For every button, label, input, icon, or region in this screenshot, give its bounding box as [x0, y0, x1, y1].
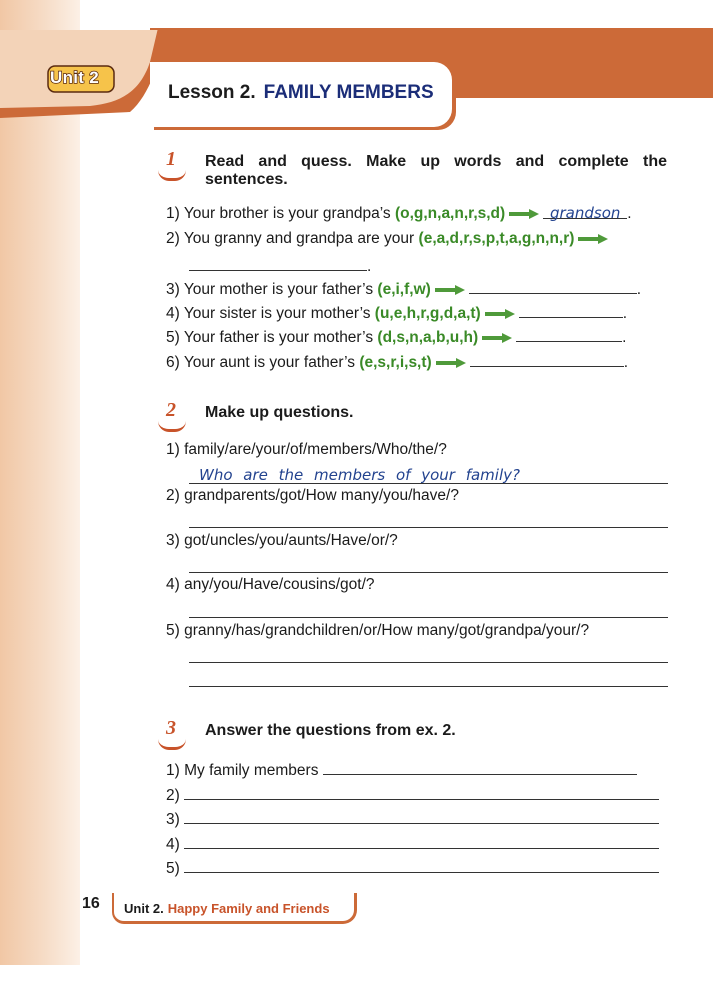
lesson-label: Lesson 2.: [168, 82, 256, 103]
scrambled-letters: (e,s,r,i,s,t): [359, 354, 432, 371]
arrow-icon: [482, 333, 512, 343]
ex2-item-5: [166, 622, 589, 640]
exercise-2-title: Make up questions.: [205, 404, 354, 421]
item-end: .: [627, 205, 632, 222]
item-text: Your brother is your grandpa’s: [183, 205, 391, 222]
item-end: .: [623, 354, 629, 371]
ex2-handwritten-answer: Who are the members of your family?: [199, 466, 520, 484]
ex3-item-4: [166, 834, 659, 854]
item-number: 2): [166, 787, 180, 804]
item-number: 2): [166, 487, 180, 504]
arrow-icon: [578, 234, 608, 244]
unit-tab: Unit 2: [50, 68, 100, 87]
exercise-2-mark: [158, 421, 186, 432]
item-end: .: [622, 305, 628, 322]
exercise-3-title: Answer the questions from ex. 2.: [205, 722, 456, 739]
ex1-item-5: [166, 327, 626, 347]
ex2-item-2: [166, 487, 459, 505]
exercise-1-title-line2: sentences.: [205, 171, 288, 188]
item-text: Your father is your mother’s: [183, 329, 374, 346]
item-text: any/you/Have/cousins/got/?: [184, 576, 375, 593]
item-number: 4): [166, 305, 180, 322]
item-text: You granny and grandpa are your: [183, 230, 415, 247]
answer-line[interactable]: [189, 572, 668, 573]
exercise-1-number: 1: [166, 148, 176, 170]
lesson-header: [150, 62, 452, 127]
item-number: 1): [166, 441, 180, 458]
ex1-item-1: [166, 204, 632, 223]
page-number: 16: [82, 895, 100, 912]
exercise-1-title-line1: Read and quess. Make up words and complete the: [205, 153, 667, 170]
lesson-title: [168, 82, 434, 104]
arrow-icon: [509, 209, 539, 219]
item-end: .: [622, 329, 627, 346]
item-number: 1): [166, 762, 180, 779]
footer-unit-label: Unit 2.: [124, 901, 164, 916]
arrow-icon: [485, 309, 515, 319]
ex3-item-3: [166, 809, 659, 829]
ex2-item-1: [166, 441, 447, 459]
answer-blank[interactable]: [184, 858, 659, 873]
answer-blank[interactable]: [516, 327, 622, 342]
item-text: granny/has/grandchildren/or/How many/got/grandpa/your/?: [184, 622, 590, 639]
item-text: got/uncles/you/aunts/Have/or/?: [184, 532, 398, 549]
lesson-topic: FAMILY MEMBERS: [263, 82, 434, 103]
answer-blank[interactable]: [469, 279, 637, 294]
ex1-item-3: [166, 279, 641, 299]
answer-blank[interactable]: [189, 256, 367, 271]
item-number: 5): [166, 860, 180, 877]
scrambled-letters: (o,g,n,a,n,r,s,d): [394, 205, 506, 222]
exercise-3-mark: [158, 739, 186, 750]
arrow-icon: [435, 285, 465, 295]
answer-line[interactable]: [189, 483, 668, 484]
answer-blank[interactable]: [543, 204, 627, 222]
item-number: 1): [166, 205, 180, 222]
answer-line[interactable]: [189, 686, 668, 687]
ex3-item-2: [166, 785, 659, 805]
item-number: 4): [166, 576, 180, 593]
answer-line[interactable]: [189, 662, 668, 663]
item-text: Your sister is your mother’s: [183, 305, 371, 322]
ex2-item-4: [166, 576, 375, 594]
answer-line[interactable]: [189, 527, 668, 528]
item-number: 5): [166, 622, 180, 639]
item-text: My family members: [184, 762, 319, 779]
answer-blank[interactable]: [470, 352, 624, 367]
ex1-item-4: [166, 303, 627, 323]
item-text: Your aunt is your father’s: [183, 354, 356, 371]
item-text: Your mother is your father’s: [183, 281, 374, 298]
item-number: 6): [166, 354, 180, 371]
exercise-3-number: 3: [166, 717, 176, 739]
item-end: .: [367, 258, 372, 275]
item-text: grandparents/got/How many/you/have/?: [184, 487, 459, 504]
item-text: family/are/your/of/members/Who/the/?: [184, 441, 447, 458]
handwritten-answer: grandson: [549, 204, 621, 222]
exercise-1-title: [205, 153, 667, 189]
item-number: 3): [166, 281, 180, 298]
scrambled-letters: (d,s,n,a,b,u,h): [377, 329, 479, 346]
ex3-item-1: [166, 760, 637, 780]
answer-blank[interactable]: [184, 785, 659, 800]
page-margin-strip: [0, 0, 80, 965]
answer-blank[interactable]: [184, 809, 659, 824]
item-number: 5): [166, 329, 180, 346]
answer-blank[interactable]: [323, 760, 637, 775]
ex2-item-3: [166, 532, 398, 550]
ex1-item-6: [166, 352, 628, 372]
item-end: .: [636, 281, 642, 298]
page-bottom-margin: [0, 965, 713, 992]
ex3-item-5: [166, 858, 659, 878]
ex1-item-2-continuation: [189, 256, 371, 276]
item-number: 3): [166, 532, 180, 549]
exercise-2-number: 2: [166, 399, 176, 421]
arrow-icon: [436, 358, 466, 368]
answer-blank[interactable]: [184, 834, 659, 849]
item-number: 3): [166, 811, 180, 828]
scrambled-letters: (u,e,h,r,g,d,a,t): [374, 305, 481, 322]
footer-unit-title: Happy Family and Friends: [167, 901, 330, 916]
item-number: 2): [166, 230, 180, 247]
ex1-item-2: [166, 230, 612, 248]
answer-blank[interactable]: [519, 303, 623, 318]
item-number: 4): [166, 836, 180, 853]
scrambled-letters: (e,a,d,r,s,p,t,a,g,n,n,r): [418, 230, 575, 247]
scrambled-letters: (e,i,f,w): [377, 281, 431, 298]
footer-title: [124, 901, 330, 916]
exercise-1-mark: [158, 170, 186, 181]
answer-line[interactable]: [189, 617, 668, 618]
